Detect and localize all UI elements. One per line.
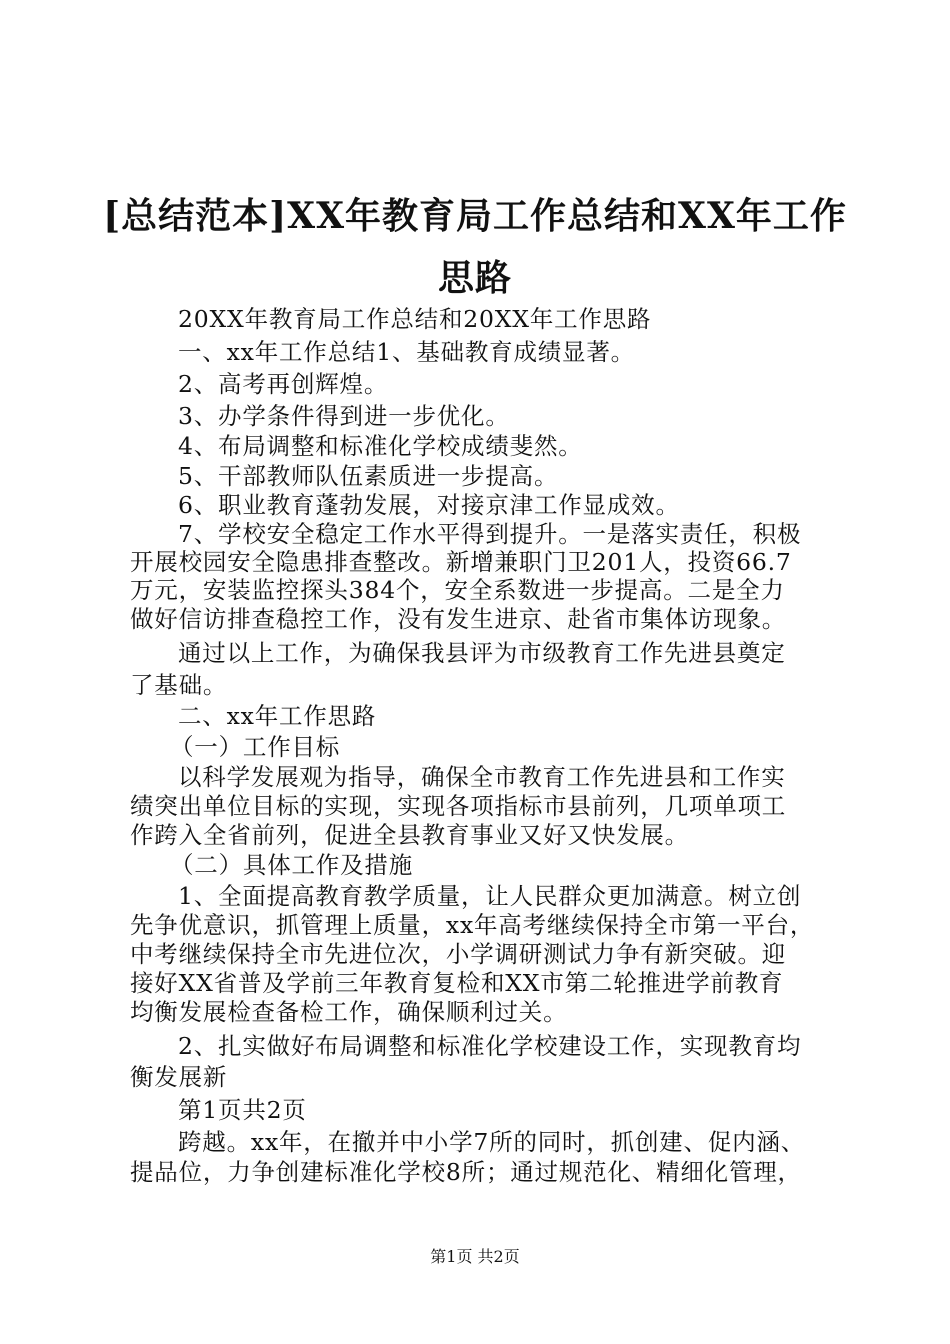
body-line: 提品位，力争创建标准化学校8所；通过规范化、精细化管理， <box>130 1158 802 1186</box>
body-line: （一）工作目标 <box>170 733 341 761</box>
body-line: 开展校园安全隐患排查整改。新增兼职门卫201人，投资66.7 <box>130 548 792 576</box>
body-line: 4、布局调整和标准化学校成绩斐然。 <box>178 432 583 460</box>
body-line: 6、职业教育蓬勃发展，对接京津工作显成效。 <box>178 491 680 519</box>
body-line: 作跨入全省前列，促进全县教育事业又好又快发展。 <box>130 821 689 849</box>
body-line: 2、扎实做好布局调整和标准化学校建设工作，实现教育均 <box>178 1032 802 1060</box>
body-line: 第1页共2页 <box>178 1096 307 1124</box>
body-line: 一、xx年工作总结1、基础教育成绩显著。 <box>178 338 635 366</box>
body-line: 做好信访排查稳控工作，没有发生进京、赴省市集体访现象。 <box>130 605 787 633</box>
body-line: 万元，安装监控探头384个，安全系数进一步提高。二是全力 <box>130 576 785 604</box>
body-line: 二、xx年工作思路 <box>178 702 377 730</box>
body-line: 绩突出单位目标的实现，实现各项指标市县前列，几项单项工 <box>130 792 787 820</box>
body-line: 通过以上工作，为确保我县评为市级教育工作先进县奠定 <box>178 639 786 667</box>
page-footer: 第1页 共2页 <box>430 1247 520 1266</box>
body-line: 了基础。 <box>130 671 228 699</box>
document-title-line-2: 思路 <box>437 257 512 299</box>
body-line: 均衡发展检查备检工作，确保顺利过关。 <box>130 998 568 1026</box>
body-line: 1、全面提高教育教学质量，让人民群众更加满意。树立创 <box>178 882 802 910</box>
body-line: 以科学发展观为指导，确保全市教育工作先进县和工作实 <box>178 763 786 791</box>
body-line: 跨越。xx年，在撤并中小学7所的同时，抓创建、促内涵、 <box>178 1128 806 1156</box>
body-line: 中考继续保持全市先进位次，小学调研测试力争有新突破。迎 <box>130 940 787 968</box>
body-line: 先争优意识，抓管理上质量，xx年高考继续保持全市第一平台， <box>130 911 815 939</box>
body-line: 2、高考再创辉煌。 <box>178 370 389 398</box>
body-line: 5、干部教师队伍素质进一步提高。 <box>178 462 559 490</box>
body-line: （二）具体工作及措施 <box>170 851 413 879</box>
body-line: 20XX年教育局工作总结和20XX年工作思路 <box>178 305 652 333</box>
document-title-line-1: [总结范本]XX年教育局工作总结和XX年工作 <box>103 195 847 237</box>
body-line: 7、学校安全稳定工作水平得到提升。一是落实责任，积极 <box>178 520 802 548</box>
body-line: 3、办学条件得到进一步优化。 <box>178 402 510 430</box>
body-line: 接好XX省普及学前三年教育复检和XX市第二轮推进学前教育 <box>130 969 784 997</box>
body-line: 衡发展新 <box>130 1063 228 1091</box>
